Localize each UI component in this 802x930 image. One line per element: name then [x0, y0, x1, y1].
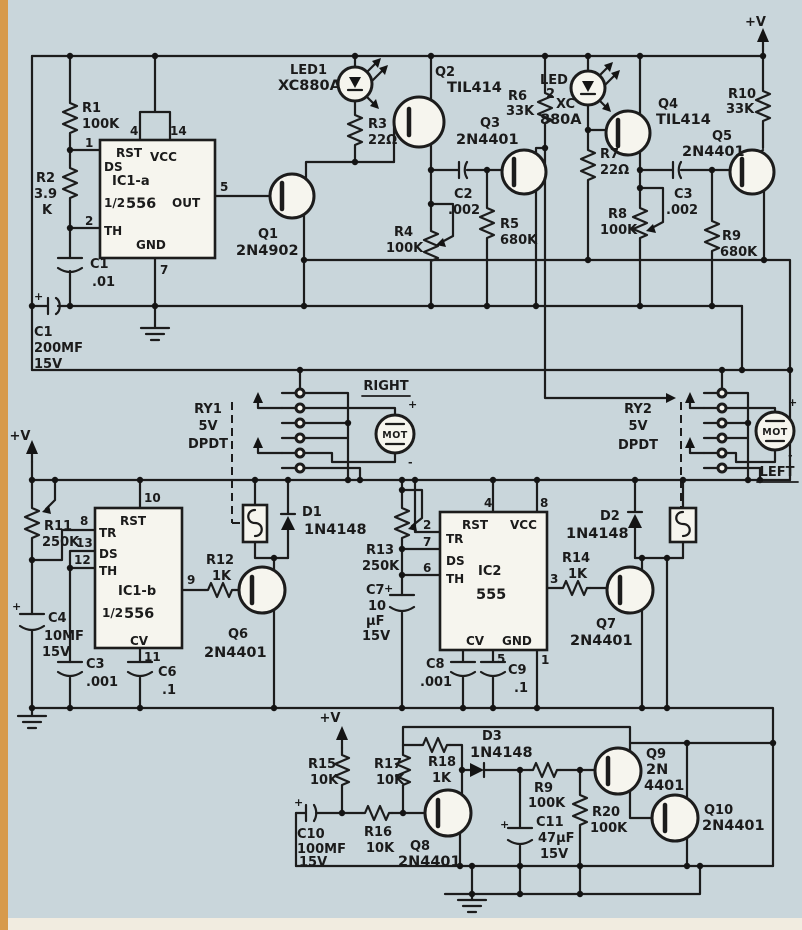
- c9-val: .1: [514, 681, 528, 696]
- r9-val: 680K: [720, 245, 758, 260]
- r17-ref: R17: [374, 757, 403, 772]
- ic2-cv: CV: [466, 634, 485, 648]
- c1-big-val2: 15V: [34, 357, 63, 372]
- q8-part: 2N4401: [398, 854, 461, 870]
- ic1a-pin2: 2: [85, 214, 94, 228]
- led2-part1: XC: [556, 97, 576, 112]
- d3-ref: D3: [482, 729, 502, 744]
- ry1-type: DPDT: [188, 437, 228, 452]
- c4-ref: C4: [48, 611, 67, 626]
- d2-part: 1N4148: [566, 526, 629, 542]
- c11-val2: 15V: [540, 847, 569, 862]
- ry2-volts: 5V: [628, 419, 648, 434]
- ry1-volts: 5V: [198, 419, 218, 434]
- ic2-pin6: 6: [423, 561, 432, 575]
- vplus-bottom-label: +V: [319, 711, 341, 726]
- r19-ref: R9: [534, 781, 554, 796]
- q10-ref: Q10: [704, 803, 734, 818]
- c1-small-ref: C1: [90, 257, 109, 272]
- r12-ref: R12: [206, 553, 235, 568]
- led1-symbol: [338, 67, 372, 101]
- c7-val3: 15V: [362, 629, 391, 644]
- vplus-top-label: +V: [745, 15, 766, 30]
- ic1a-th: TH: [104, 224, 123, 238]
- c11-plus: +: [500, 818, 510, 831]
- led2-symbol: [571, 71, 605, 105]
- ry1-ref: RY1: [194, 402, 222, 417]
- ic1a-pin1: 1: [85, 136, 94, 150]
- ic1b-pin13: 13: [76, 536, 93, 550]
- q5-ref: Q5: [712, 129, 733, 144]
- ic2-part: 555: [476, 587, 507, 603]
- net-right-label: RIGHT: [363, 379, 409, 394]
- q8-ref: Q8: [410, 839, 431, 854]
- r9-ref: R9: [722, 229, 742, 244]
- c1-big-plus: +: [34, 290, 44, 303]
- d1-part: 1N4148: [304, 522, 367, 538]
- r2-val2: K: [42, 203, 53, 218]
- c10-ref: C10: [297, 827, 325, 842]
- motor2-label: MOT: [762, 427, 788, 438]
- c10-val2: 15V: [299, 855, 328, 870]
- r10-val: 33K: [726, 102, 755, 117]
- d2-ref: D2: [600, 509, 620, 524]
- transistor-q9: [595, 748, 641, 794]
- ic1b-half: 1/2: [102, 606, 124, 620]
- r18-val: 1K: [432, 771, 452, 786]
- c4-val2: 15V: [42, 645, 71, 660]
- r8-val: 100K: [600, 223, 638, 238]
- ic2-ds: DS: [446, 554, 465, 568]
- r10-ref: R10: [728, 87, 757, 102]
- ic1b-tr: TR: [99, 526, 117, 540]
- relay-contacts-ry2: [718, 389, 726, 472]
- ic1b-ds: DS: [99, 547, 118, 561]
- c8-ref: C8: [426, 657, 445, 672]
- motor2-minus: -: [788, 449, 793, 462]
- c10-plus: +: [294, 796, 304, 809]
- c8-val: .001: [420, 675, 453, 690]
- transistor-q1: [270, 174, 314, 218]
- r14-ref: R14: [562, 551, 591, 566]
- r18-ref: R18: [428, 755, 457, 770]
- ic1a-pin7: 7: [160, 263, 169, 277]
- r13-ref: R13: [366, 543, 395, 558]
- transistor-q10: [652, 795, 698, 841]
- transistor-q7: [607, 567, 653, 613]
- relay-contacts-ry1: [296, 389, 304, 472]
- component-bodies: [95, 67, 794, 841]
- ic1b-pin8: 8: [80, 514, 89, 528]
- r20-val: 100K: [590, 821, 628, 836]
- ic2-pin4: 4: [484, 496, 493, 510]
- q1-part: 2N4902: [236, 243, 299, 259]
- ic1a-half: 1/2: [104, 196, 126, 210]
- q9-part1: 2N: [646, 762, 669, 778]
- c3-val: .002: [666, 203, 699, 218]
- transistor-q3: [502, 150, 546, 194]
- c7-plus: +: [384, 582, 394, 595]
- c5-ref: C3: [86, 657, 105, 672]
- c2-val: .002: [448, 203, 481, 218]
- led2-part2: 880A: [540, 112, 582, 128]
- motor2-plus: +: [788, 396, 798, 409]
- r5-val: 680K: [500, 233, 538, 248]
- c4-val1: 10MF: [44, 629, 84, 644]
- ic1a-gnd: GND: [136, 238, 166, 252]
- ic1a-pin14: 14: [170, 124, 187, 138]
- q5-part: 2N4401: [682, 144, 745, 160]
- q7-ref: Q7: [596, 617, 617, 632]
- r1-val: 100K: [82, 117, 120, 132]
- c4-plus: +: [12, 600, 22, 613]
- r4-val: 100K: [386, 241, 424, 256]
- ic1a-ds: DS: [104, 160, 123, 174]
- c6-ref: C6: [158, 665, 177, 680]
- d1-ref: D1: [302, 505, 322, 520]
- ic2-pin2: 2: [423, 518, 432, 532]
- c11-val1: 47μF: [538, 831, 575, 846]
- c1-big-val1: 200MF: [34, 341, 83, 356]
- ic1a-name: IC1-a: [112, 174, 150, 189]
- ic1b-pin11: 11: [144, 650, 161, 664]
- net-left-label: LEFT: [759, 465, 795, 480]
- c1-small-val: .01: [92, 275, 116, 290]
- c5-val: .001: [86, 675, 119, 690]
- r19-val: 100K: [528, 796, 566, 811]
- q6-part: 2N4401: [204, 645, 267, 661]
- q9-ref: Q9: [646, 747, 667, 762]
- ic1a-pin4: 4: [130, 124, 139, 138]
- led1-part: XC880A: [278, 78, 341, 94]
- motor1-plus: +: [408, 398, 418, 411]
- c1-big-ref: C1: [34, 325, 53, 340]
- ic2-pin7: 7: [423, 535, 432, 549]
- r15-ref: R15: [308, 757, 337, 772]
- q9-part2: 4401: [644, 778, 685, 794]
- ic1b-pin9: 9: [187, 573, 196, 587]
- r3-ref: R3: [368, 117, 388, 132]
- r6-ref: R6: [508, 89, 528, 104]
- r2-ref: R2: [36, 171, 56, 186]
- ic2-tr: TR: [446, 532, 464, 546]
- r2-val1: 3.9: [34, 187, 58, 202]
- q7-part: 2N4401: [570, 633, 633, 649]
- c9-ref: C9: [508, 663, 527, 678]
- relay-coil-ry2: [670, 508, 696, 542]
- r7-val: 22Ω: [600, 163, 630, 178]
- c7-val1: 10: [368, 599, 387, 614]
- r7-ref: R7: [600, 147, 620, 162]
- transistor-q6: [239, 567, 285, 613]
- r16-val: 10K: [366, 841, 395, 856]
- r17-val: 10K: [376, 773, 405, 788]
- r11-ref: R11: [44, 519, 73, 534]
- led1-ref: LED1: [290, 63, 328, 78]
- ic2-pin8: 8: [540, 496, 549, 510]
- c6-val: .1: [162, 683, 176, 698]
- r14-val: 1K: [568, 567, 588, 582]
- ic1b-part: 556: [124, 606, 155, 622]
- ry2-ref: RY2: [624, 402, 652, 417]
- relay-coil-ry1: [243, 505, 267, 542]
- q2-ref: Q2: [435, 65, 456, 80]
- q2-part: TIL414: [447, 80, 502, 96]
- transistor-q2: [394, 97, 444, 147]
- ry2-type: DPDT: [618, 438, 658, 453]
- q4-ref: Q4: [658, 97, 679, 112]
- r4-ref: R4: [394, 225, 414, 240]
- ic2-th: TH: [446, 572, 465, 586]
- ic1a-out: OUT: [172, 196, 201, 210]
- ic1b-th: TH: [99, 564, 118, 578]
- led2-ref1: LED: [540, 73, 568, 88]
- ic1b-pin10: 10: [144, 491, 161, 505]
- q3-part: 2N4401: [456, 132, 519, 148]
- c3-ref: C3: [674, 187, 693, 202]
- c2-ref: C2: [454, 187, 473, 202]
- ic1a-vcc: VCC: [150, 150, 177, 164]
- vplus-mid-label: +V: [9, 429, 31, 444]
- c7-val2: μF: [366, 614, 385, 629]
- motor1-minus: -: [408, 456, 413, 469]
- ic2-rst: RST: [462, 518, 489, 532]
- c11-ref: C11: [536, 815, 564, 830]
- c10-val1: 100MF: [297, 842, 346, 857]
- ic1b-name: IC1-b: [118, 584, 157, 599]
- ic2-name: IC2: [478, 564, 502, 579]
- r11-val: 250K: [42, 535, 80, 550]
- ic1b-pin12: 12: [74, 553, 91, 567]
- ic2-pin5: 5: [497, 652, 506, 666]
- d3-part: 1N4148: [470, 745, 533, 761]
- q1-ref: Q1: [258, 227, 279, 242]
- ic2-gnd: GND: [502, 634, 532, 648]
- q10-part: 2N4401: [702, 818, 765, 834]
- transistor-q8: [425, 790, 471, 836]
- q3-ref: Q3: [480, 116, 501, 131]
- q6-ref: Q6: [228, 627, 249, 642]
- c7-ref: C7: [366, 583, 385, 598]
- r13-val: 250K: [362, 559, 400, 574]
- q4-part: TIL414: [656, 112, 711, 128]
- motor1-label: MOT: [382, 430, 408, 441]
- r1-ref: R1: [82, 101, 102, 116]
- ic2-vcc: VCC: [510, 518, 537, 532]
- r6-val: 33K: [506, 104, 535, 119]
- ic1a-part: 556: [126, 196, 157, 212]
- r20-ref: R20: [592, 805, 621, 820]
- ic2-pin1: 1: [541, 653, 550, 667]
- ic2-pin3: 3: [550, 572, 559, 586]
- r15-val: 10K: [310, 773, 339, 788]
- led2-ref2: 2: [546, 87, 556, 102]
- ic1a-pin5: 5: [220, 180, 229, 194]
- r12-val: 1K: [212, 569, 232, 584]
- r3-val: 22Ω: [368, 133, 398, 148]
- ic1b-cv: CV: [130, 634, 149, 648]
- ic1a-rst: RST: [116, 146, 143, 160]
- ic1b-rst: RST: [120, 514, 147, 528]
- r8-ref: R8: [608, 207, 628, 222]
- r5-ref: R5: [500, 217, 520, 232]
- r16-ref: R16: [364, 825, 393, 840]
